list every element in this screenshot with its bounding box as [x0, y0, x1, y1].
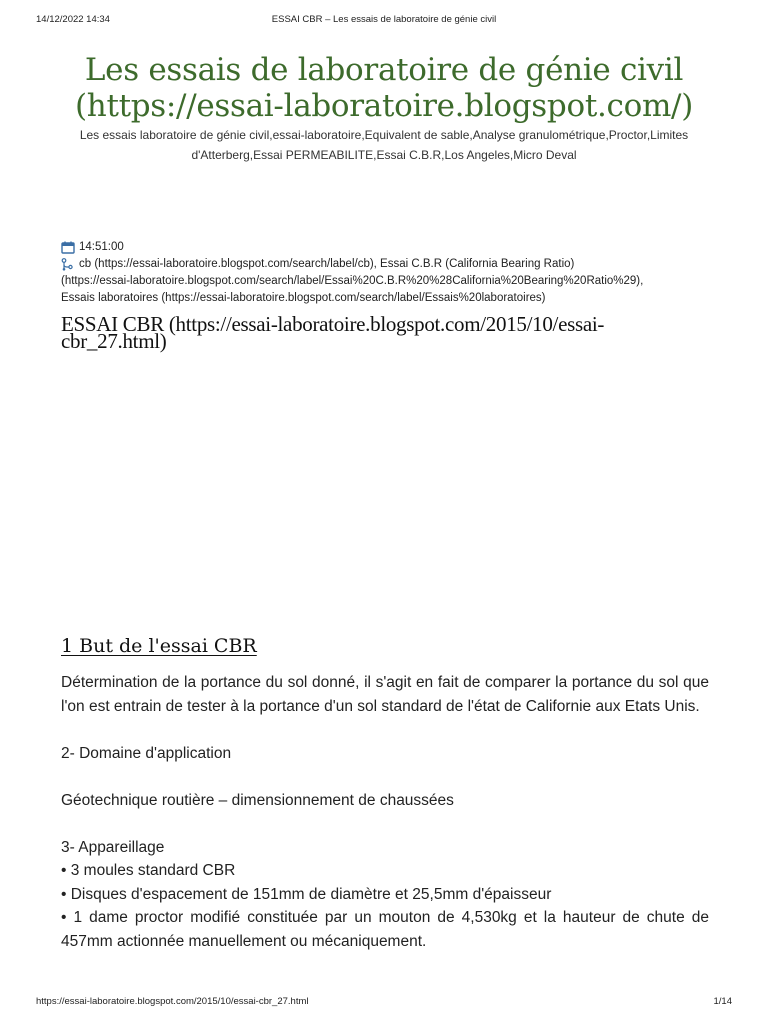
- post-body: [61, 671, 709, 953]
- post-time: 14:51:00: [79, 241, 124, 253]
- list-item: • Disques d'espacement de 151mm de diamètre et 25,5mm d'épaisseur: [61, 885, 552, 903]
- print-header: [36, 14, 732, 28]
- site-description-line2: d'Atterberg,Essai PERMEABILITE,Essai C.B.R,Los Angeles,Micro Deval: [191, 148, 577, 162]
- post-meta: [61, 239, 728, 307]
- section-heading-domaine: 2- Domaine d'application: [61, 744, 232, 762]
- paragraph-gap: [61, 812, 709, 836]
- site-description: [60, 125, 708, 165]
- post-labels-line2[interactable]: (https://essai-laboratoire.blogspot.com/search/label/Essai%20C.B.R%20%28California%20Bearing%20Ratio%29),: [61, 275, 644, 287]
- post-title[interactable]: [61, 312, 678, 353]
- list-item: • 3 moules standard CBR: [61, 862, 236, 879]
- site-description-line1: Les essais laboratoire de génie civil,essai-laboratoire,Equivalent de sable,Analyse granulométrique,Proctor,Limites: [79, 128, 689, 142]
- print-date: 14/12/2022 14:34: [36, 14, 110, 25]
- print-footer: [36, 996, 732, 1010]
- list-item: • 1 dame proctor modifié constituée par un mouton de 4,530kg et la hauteur de chute de 457mm actionnée manuellement ou mécaniquement.: [61, 909, 709, 950]
- print-url: https://essai-laboratoire.blogspot.com/2015/10/essai-cbr_27.html: [36, 996, 309, 1007]
- site-title-line1[interactable]: Les essais de laboratoire de génie civil: [84, 52, 684, 88]
- section-paragraph-domaine: Géotechnique routière – dimensionnement de chaussées: [61, 791, 454, 809]
- section-heading-appareillage: 3- Appareillage: [61, 838, 165, 856]
- page-number: 1/14: [713, 996, 732, 1007]
- post-labels-row: [61, 256, 728, 273]
- site-title[interactable]: [40, 52, 728, 124]
- tag-icon: [61, 258, 75, 271]
- post-labels-line3[interactable]: Essais laboratoires (https://essai-laboratoire.blogspot.com/search/label/Essais%20laboratoires): [61, 292, 546, 304]
- paragraph-gap: [61, 765, 709, 789]
- section-heading-but: 1 But de l'essai CBR: [61, 635, 257, 657]
- paragraph-gap: [61, 718, 709, 742]
- post-title-line1[interactable]: ESSAI CBR (https://essai-laboratoire.blogspot.com/2015/10/essai-: [61, 312, 605, 336]
- post-time-row: [61, 239, 728, 256]
- post-title-line2[interactable]: cbr_27.html): [61, 329, 167, 353]
- print-doc-title: ESSAI CBR – Les essais de laboratoire de génie civil: [271, 14, 497, 25]
- calendar-icon: [61, 241, 75, 254]
- section-paragraph-but: Détermination de la portance du sol donné, il s'agit en fait de comparer la portance du sol que l'on est entrain de tester à la portance d'un sol standard de l'état de Californie aux Etats Unis.: [61, 674, 709, 715]
- post-labels-line1[interactable]: cb (https://essai-laboratoire.blogspot.com/search/label/cb), Essai C.B.R (California Bearing Ratio): [79, 258, 575, 270]
- site-title-line2[interactable]: (https://essai-laboratoire.blogspot.com/): [74, 88, 693, 124]
